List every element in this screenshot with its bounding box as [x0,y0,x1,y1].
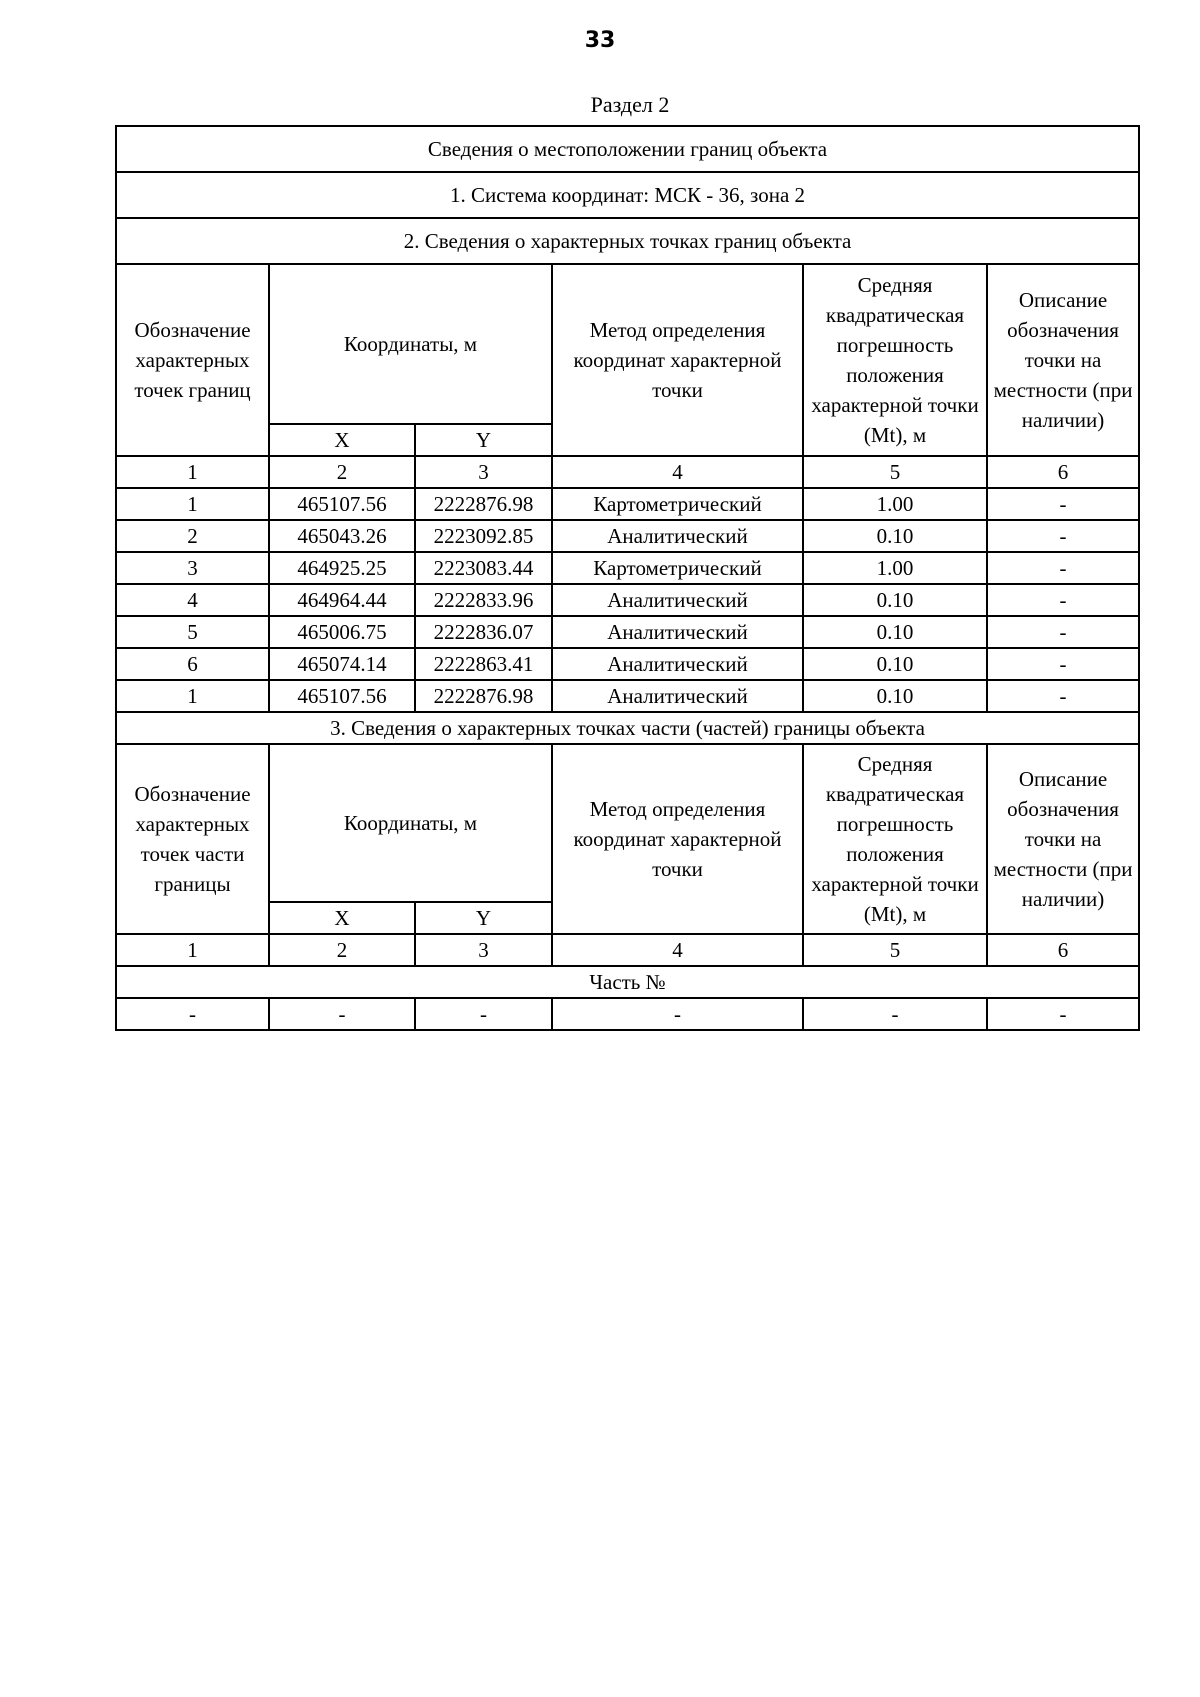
coord-x: 464925.25 [269,552,415,584]
error: 0.10 [803,648,987,680]
coord-x: - [269,998,415,1030]
coord-x: 465107.56 [269,488,415,520]
description: - [987,520,1139,552]
description: - [987,552,1139,584]
coord-y: 2223083.44 [415,552,552,584]
col-number: 3 [415,934,552,966]
description: - [987,648,1139,680]
col-number: 3 [415,456,552,488]
part2-title: 2. Сведения о характерных точках границ объекта [116,218,1139,264]
description: - [987,584,1139,616]
coord-x: 464964.44 [269,584,415,616]
col-number: 5 [803,456,987,488]
point-id: 5 [116,616,269,648]
col-number: 4 [552,456,803,488]
table-row [116,584,1139,616]
part2-col-coords: Координаты, м [269,264,552,424]
col-number: 6 [987,456,1139,488]
part3-col-method: Метод определения координат характерной точки [552,744,803,934]
part3-title: 3. Сведения о характерных точках части (частей) границы объекта [116,712,1139,744]
part2-col-method: Метод определения координат характерной точки [552,264,803,456]
description: - [987,488,1139,520]
part3-number-row [116,934,1139,966]
coord-y: 2222876.98 [415,488,552,520]
method: Аналитический [552,520,803,552]
col-number: 1 [116,456,269,488]
error: 1.00 [803,552,987,584]
table-row [116,488,1139,520]
part2-number-row [116,456,1139,488]
table-row [116,648,1139,680]
coord-y: 2222836.07 [415,616,552,648]
part3-col-y: Y [415,902,552,934]
part3-col-error: Средняя квадратическая погрешность положения характерной точки (Mt), м [803,744,987,934]
coord-x: 465006.75 [269,616,415,648]
method: Картометрический [552,488,803,520]
coord-x: 465107.56 [269,680,415,712]
col-number: 2 [269,934,415,966]
part2-col-designation: Обозначение характерных точек границ [116,264,269,456]
coord-x: 465043.26 [269,520,415,552]
coord-y: 2222863.41 [415,648,552,680]
error: 0.10 [803,680,987,712]
table-row [116,998,1139,1030]
point-id: 4 [116,584,269,616]
coord-y: 2222833.96 [415,584,552,616]
method: Картометрический [552,552,803,584]
description: - [987,680,1139,712]
table-row [116,616,1139,648]
part-label: Часть № [116,966,1139,998]
description: - [987,998,1139,1030]
method: Аналитический [552,680,803,712]
point-id: 1 [116,680,269,712]
coord-y: 2223092.85 [415,520,552,552]
col-number: 6 [987,934,1139,966]
table-title: Сведения о местоположении границ объекта [116,126,1139,172]
part2-col-y: Y [415,424,552,456]
part2-col-desc: Описание обозначения точки на местности (при наличии) [987,264,1139,456]
col-number: 1 [116,934,269,966]
method: Аналитический [552,616,803,648]
part2-col-error: Средняя квадратическая погрешность положения характерной точки (Mt), м [803,264,987,456]
part2-col-x: X [269,424,415,456]
part3-col-desc: Описание обозначения точки на местности (при наличии) [987,744,1139,934]
error: - [803,998,987,1030]
part3-col-x: X [269,902,415,934]
error: 0.10 [803,584,987,616]
point-id: 3 [116,552,269,584]
boundary-table [115,125,1140,1031]
table-row [116,680,1139,712]
point-id: 2 [116,520,269,552]
coord-system: 1. Система координат: МСК - 36, зона 2 [116,172,1139,218]
table-row [116,520,1139,552]
method: Аналитический [552,648,803,680]
point-id: 1 [116,488,269,520]
col-number: 2 [269,456,415,488]
description: - [987,616,1139,648]
part3-col-coords: Координаты, м [269,744,552,902]
coord-y: 2222876.98 [415,680,552,712]
error: 0.10 [803,616,987,648]
table-row [116,552,1139,584]
col-number: 5 [803,934,987,966]
point-id: - [116,998,269,1030]
method: - [552,998,803,1030]
part3-col-designation: Обозначение характерных точек части границы [116,744,269,934]
coord-x: 465074.14 [269,648,415,680]
page-number: 33 [584,28,616,53]
method: Аналитический [552,584,803,616]
col-number: 4 [552,934,803,966]
point-id: 6 [116,648,269,680]
section-title: Раздел 2 [590,92,670,117]
coord-y: - [415,998,552,1030]
error: 0.10 [803,520,987,552]
error: 1.00 [803,488,987,520]
